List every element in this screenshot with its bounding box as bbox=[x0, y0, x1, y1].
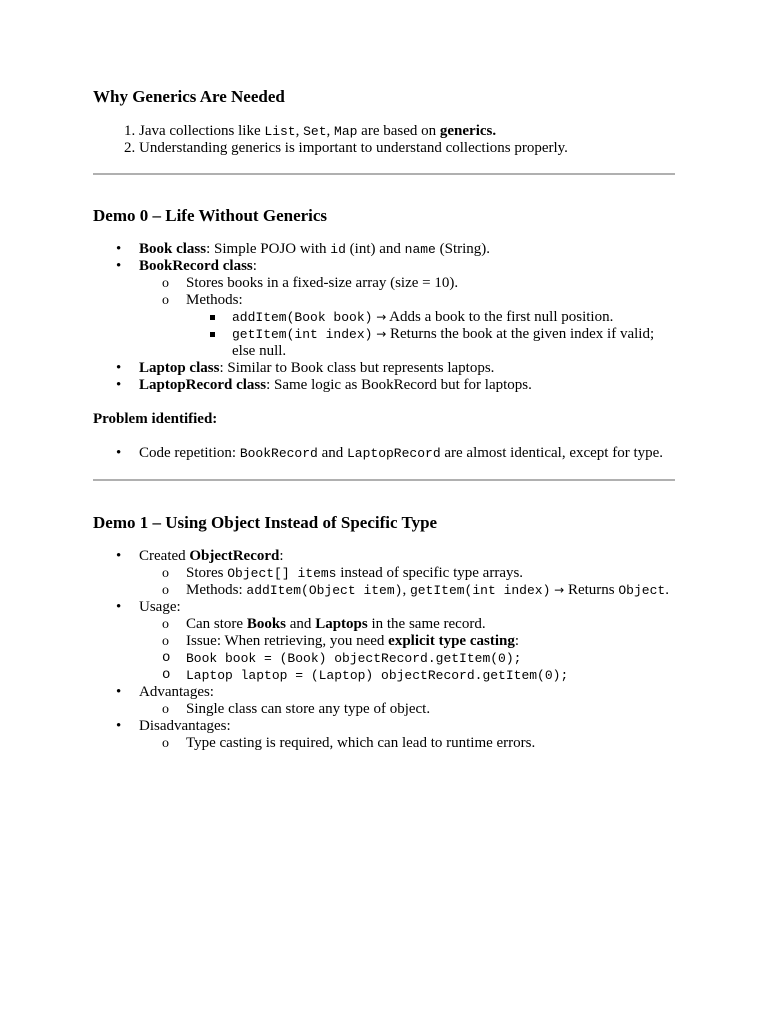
list-item: o Issue: When retrieving, you need explicit type casting: bbox=[186, 633, 675, 650]
heading-demo-0: Demo 0 – Life Without Generics bbox=[93, 206, 328, 225]
list-item: • Code repetition: BookRecord and LaptopRecord are almost identical, except for type. bbox=[139, 445, 675, 462]
list-item: o Stores Object[] items instead of specific type arrays. bbox=[186, 565, 675, 582]
list-item: • Advantages: o Single class can store any type of object. bbox=[139, 684, 675, 718]
arrow-icon: → bbox=[376, 327, 387, 341]
list-item: o Methods: addItem(Book book) → Adds a book to the first null position. getItem(int index) → Returns the book at the given index if valid; else null. bbox=[186, 292, 675, 360]
list-item: • Laptop class: Similar to Book class but represents laptops. bbox=[139, 360, 675, 377]
divider bbox=[93, 479, 675, 481]
problem-identified-heading: Problem identified: bbox=[93, 411, 218, 427]
list-item: • Usage: o Can store Books and Laptops in the same record. o Issue: When retrieving, you need explicit type casting: o Book book = (Book) objectRecord.getItem(0); o Laptop laptop = (Laptop) objectRecord.getItem(0); bbox=[139, 599, 675, 684]
list-item: addItem(Book book) → Adds a book to the first null position. bbox=[232, 309, 675, 326]
document-content bbox=[93, 86, 675, 752]
code-line: o Book book = (Book) objectRecord.getItem(0); bbox=[186, 650, 675, 667]
list-item: • Book class: Simple POJO with id (int) and name (String). bbox=[139, 241, 675, 258]
list-item: o Can store Books and Laptops in the same record. bbox=[186, 616, 675, 633]
arrow-icon: → bbox=[554, 583, 565, 597]
divider bbox=[93, 173, 675, 175]
methods-sublist bbox=[186, 309, 675, 360]
disadvantages-sublist bbox=[139, 735, 675, 752]
bookrecord-sublist bbox=[139, 275, 675, 360]
list-item: getItem(int index) → Returns the book at the given index if valid; else null. bbox=[232, 326, 675, 360]
code-line: o Laptop laptop = (Laptop) objectRecord.getItem(0); bbox=[186, 667, 675, 684]
list-item: 2. Understanding generics is important to understand collections properly. bbox=[139, 140, 675, 157]
list-item: o Type casting is required, which can lead to runtime errors. bbox=[186, 735, 675, 752]
demo1-list bbox=[93, 548, 675, 752]
list-item: 1. Java collections like List, Set, Map are based on generics. bbox=[139, 123, 675, 140]
demo0-list bbox=[93, 241, 675, 394]
list-item: o Stores books in a fixed-size array (size = 10). bbox=[186, 275, 675, 292]
code-map: Map bbox=[334, 124, 358, 139]
list-item: • BookRecord class: o Stores books in a fixed-size array (size = 10). o Methods: addItem(Book book) → Adds a book to the first null position. getItem(int index) → Returns the book at the given index if valid; else null. bbox=[139, 258, 675, 360]
list-item: o Single class can store any type of object. bbox=[186, 701, 675, 718]
problem-list bbox=[93, 445, 675, 462]
list-item: • Created ObjectRecord: o Stores Object[] items instead of specific type arrays. o Methods: addItem(Object item), getItem(int index) → Returns Object. bbox=[139, 548, 675, 599]
code-set: Set bbox=[303, 124, 327, 139]
advantages-sublist bbox=[139, 701, 675, 718]
list-item: o Methods: addItem(Object item), getItem(int index) → Returns Object. bbox=[186, 582, 675, 599]
code-list: List bbox=[264, 124, 296, 139]
why-generics-list bbox=[93, 123, 675, 157]
objectrecord-sublist bbox=[139, 565, 675, 599]
heading-why-generics: Why Generics Are Needed bbox=[93, 87, 285, 106]
list-item: • Disadvantages: o Type casting is required, which can lead to runtime errors. bbox=[139, 718, 675, 752]
list-item: • LaptopRecord class: Same logic as BookRecord but for laptops. bbox=[139, 377, 675, 394]
heading-demo-1: Demo 1 – Using Object Instead of Specific Type bbox=[93, 513, 438, 532]
bold-generics: generics bbox=[439, 123, 493, 139]
usage-sublist bbox=[139, 616, 675, 684]
arrow-icon: → bbox=[376, 310, 387, 324]
